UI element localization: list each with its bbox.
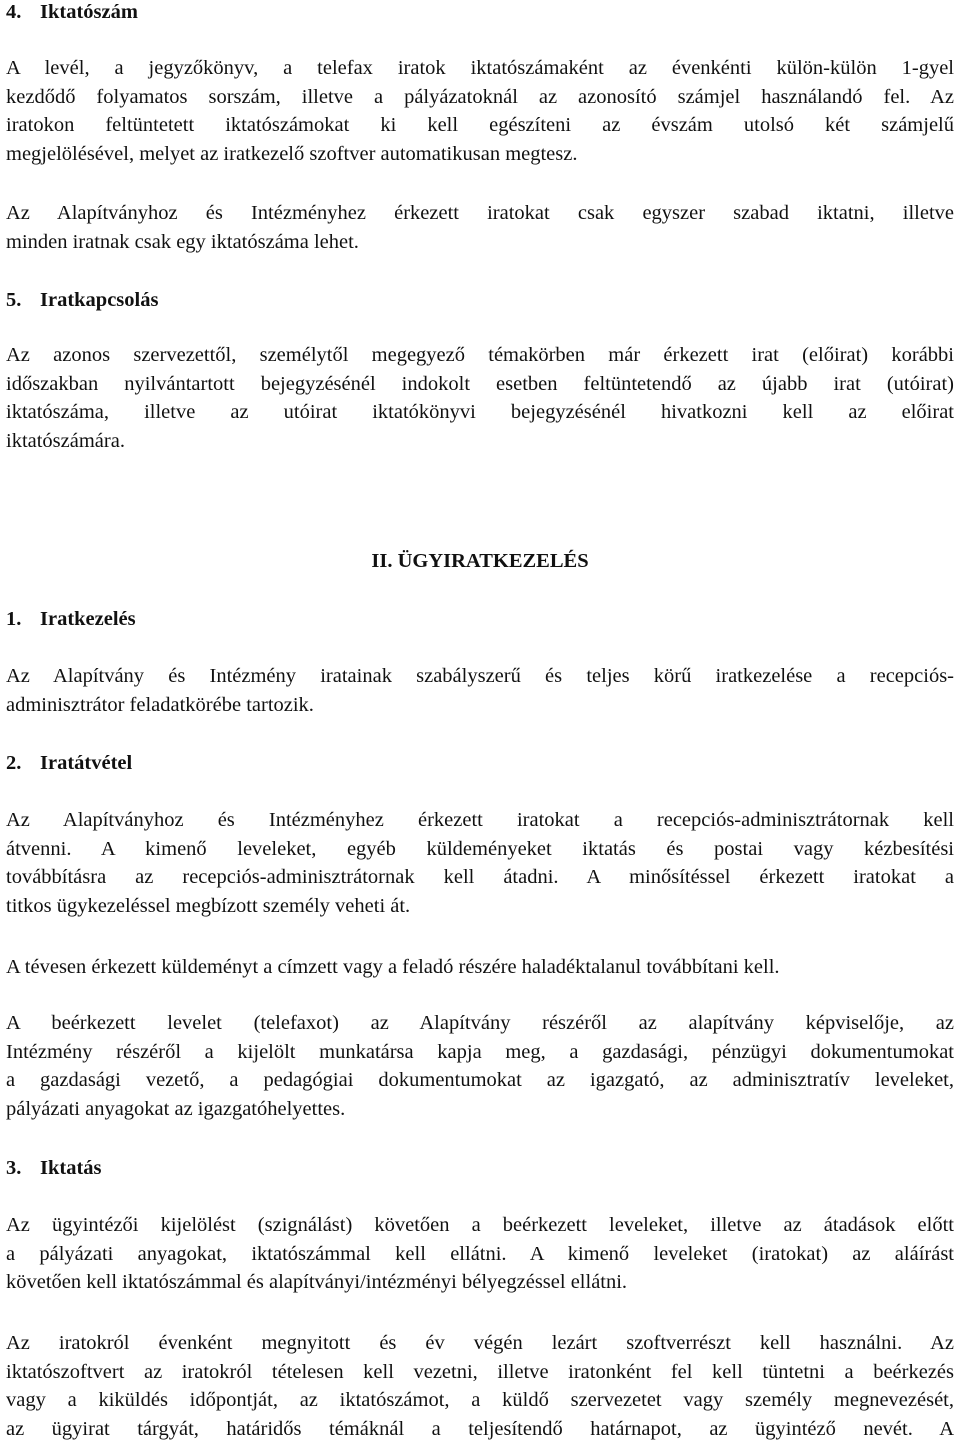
section-4-paragraph-1 (6, 54, 954, 169)
section-title: Iktatás (40, 1157, 102, 1179)
section-title: Iratkapcsolás (40, 289, 159, 311)
section-title: Iratátvétel (40, 752, 133, 774)
text-line: vagy a kiküldés időpontját, az iktatószámot, a küldő szervezetet vagy személy megnevezését, (6, 1389, 954, 1412)
section-5-paragraph-1 (6, 341, 954, 456)
section-title: Iratkezelés (40, 608, 136, 630)
text-line: iratokon feltüntetett iktatószámokat ki kell egészíteni az évszám utolsó két számjelű (6, 114, 954, 137)
section-number: 3. (6, 1157, 22, 1179)
text-line: átvenni. A kimenő leveleket, egyéb küldeményeket iktatás és postai vagy kézbesítési (6, 837, 954, 860)
text-line: A levél, a jegyzőkönyv, a telefax iratok iktatószámaként az évenkénti külön-külön 1-gyel (6, 57, 954, 79)
text-line: A tévesen érkezett küldeményt a címzett vagy a feladó részére haladéktalanul továbbítani kell. (6, 956, 780, 978)
text-line: Az iratokról évenként megnyitott és év végén lezárt szoftverrészt kell használni. Az (6, 1332, 954, 1354)
text-line: megjelölésével, melyet az iratkezelő szoftver automatikusan megtesz. (6, 143, 578, 166)
text-line: iktatószáma, illetve az utóirat iktatókönyvi bejegyzésénél hivatkozni kell az előirat (6, 401, 954, 424)
section-2-paragraph-1 (6, 806, 954, 921)
text-line: A beérkezett levelet (telefaxot) az Alapítvány részéről az alapítvány képviselője, az (6, 1012, 954, 1034)
text-line: Az Alapítványhoz és Intézményhez érkezett iratokat a recepciós-adminisztrátornak kell (6, 809, 954, 831)
section-number: 1. (6, 608, 22, 630)
section-5-heading (6, 288, 954, 313)
text-line: iktatószoftvert az iratokról tételesen kell vezetni, illetve iratonként fel kell tüntetni a beérkezés (6, 1360, 954, 1383)
text-line: Az ügyintézői kijelölést (szignálást) követően a beérkezett leveleket, illetve az átadások előtt (6, 1214, 954, 1236)
section-number: 2. (6, 752, 22, 774)
section-3-paragraph-1 (6, 1211, 954, 1297)
text-line: iktatószámára. (6, 430, 125, 453)
text-line: a gazdasági vezető, a pedagógiai dokumentumokat az igazgató, az adminisztratív leveleket, (6, 1069, 954, 1092)
section-2-paragraph-3 (6, 1009, 954, 1124)
text-line: követően kell iktatószámmal és alapítványi/intézményi bélyegzéssel ellátni. (6, 1271, 628, 1294)
text-line: Az Alapítványhoz és Intézményhez érkezett iratokat csak egyszer szabad iktatni, illetve (6, 202, 954, 224)
text-line: továbbításra az recepciós-adminisztrátornak kell átadni. A minősítéssel érkezett iratokat a (6, 866, 954, 889)
chapter-title: II. ÜGYIRATKEZELÉS (371, 550, 589, 572)
text-line: Az Alapítvány és Intézmény iratainak szabályszerű és teljes körű iratkezelése a recepciós- (6, 665, 954, 687)
section-1-paragraph-1 (6, 662, 954, 719)
text-line: titkos ügykezeléssel megbízott személy veheti át. (6, 895, 411, 918)
section-2-paragraph-2 (6, 953, 954, 982)
text-line: időszakban nyilvántartott bejegyzésénél indokolt esetben feltüntetendő az újabb irat (utóirat) (6, 372, 954, 395)
text-line: Az azonos szervezettől, személytől megegyező témakörben már érkezett irat (előirat) korábbi (6, 344, 954, 366)
text-line: Intézmény részéről a kijelölt munkatársa kapja meg, a gazdasági, pénzügyi dokumentumokat (6, 1040, 954, 1063)
text-line: az ügyirat tárgyát, határidős témáknál a teljesítendő határnapot, az ügyintéző nevét. A (6, 1418, 954, 1441)
text-line: minden iratnak csak egy iktatószáma lehet. (6, 230, 359, 253)
section-4-heading (6, 0, 954, 25)
text-line: pályázati anyagokat az igazgatóhelyettes. (6, 1098, 346, 1121)
section-3-heading (6, 1156, 954, 1181)
section-4-paragraph-2 (6, 199, 954, 256)
text-line: kezdődő folyamatos sorszám, illetve a pályázatoknál az azonosító számjel használandó fel. Az (6, 85, 954, 108)
text-line: a pályázati anyagokat, iktatószámmal kell ellátni. A kimenő leveleket (iratokat) az aláírást (6, 1242, 954, 1265)
section-3-paragraph-2 (6, 1329, 954, 1444)
section-number: 4. (6, 1, 22, 23)
section-title: Iktatószám (40, 1, 138, 23)
text-line: adminisztrátor feladatkörébe tartozik. (6, 693, 314, 716)
section-number: 5. (6, 289, 22, 311)
section-2-heading (6, 751, 954, 776)
section-1-heading (6, 607, 954, 632)
